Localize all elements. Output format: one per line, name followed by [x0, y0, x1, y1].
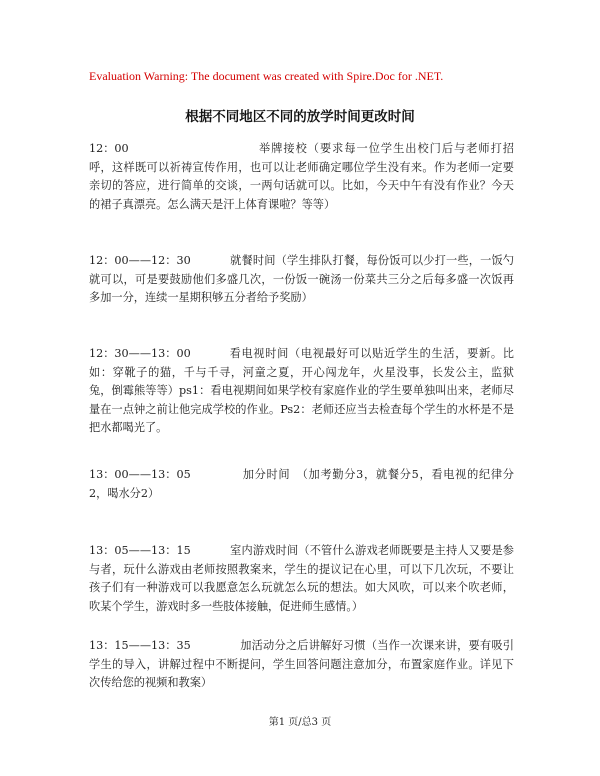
page-number: 第1 页/总3 页: [268, 717, 332, 728]
schedule-time: 12：30——13：00: [89, 347, 191, 360]
evaluation-warning: Evaluation Warning: The document was created with Spire.Doc for .NET.: [89, 69, 444, 83]
schedule-time: 13：05——13：15: [89, 544, 191, 557]
schedule-section: [89, 466, 514, 503]
schedule-description: 加分时间 （加考勤分3，就餐分5，看电视的纪律分2，喝水分2）: [89, 468, 514, 500]
schedule-section: [89, 345, 514, 438]
schedule-time: 13：00——13：05: [89, 468, 191, 481]
schedule-section: [89, 542, 514, 616]
schedule-description: 就餐时间（学生排队打餐，每份饭可以少打一些，一饭勺就可以，可是要鼓励他们多盛几次，一份饭一碗汤一份菜共三分之后每多盛一次饭再多加一分，连续一星期积够五分者给予奖励）: [89, 254, 514, 305]
schedule-time: 12：00——12：30: [89, 254, 191, 267]
schedule-section: [89, 252, 514, 308]
schedule-description: 举牌接校（要求每一位学生出校门后与老师打招呼，这样既可以祈祷宣传作用，也可以让老师确定哪位学生没有来。作为老师一定要亲切的答应，进行简单的交谈，一两句话就可以。比如，今天中午有没有作业？今天的裙子真漂亮。怎么满天是汗上体育课啦？等等）: [89, 142, 514, 211]
schedule-description: 看电视时间（电视最好可以贴近学生的生活，要新。比如：穿靴子的猫，千与千寻，河童之夏，开心闯龙年，火星没事，长发公主，监狱兔，倒霉熊等等）ps1：看电视期间如果学校有家庭作业的学生要单独叫出来，老师尽量在一点钟之前让他完成学校的作业。Ps2：老师还应当去检查每个学生的水杯是不是把水都喝光了。: [89, 347, 514, 435]
schedule-description: 加活动分之后讲解好习惯（当作一次课来讲，要有吸引学生的导入，讲解过程中不断提问，学生回答问题注意加分，布置家庭作业。详见下次传给您的视频和教案）: [89, 639, 514, 690]
schedule-time: 12：00: [89, 142, 129, 155]
schedule-description: 室内游戏时间（不管什么游戏老师既要是主持人又要是参与者，玩什么游戏由老师按照教案来，学生的提议记在心里，可以下几次玩，不要让孩子们有一种游戏可以我愿意怎么玩就怎么玩的想法。如大风吹，可以来个吹老师，吹某个学生，游戏时多一些肢体接触，促进师生感情。）: [89, 544, 514, 613]
schedule-section: [89, 140, 514, 214]
document-title: 根据不同地区不同的放学时间更改时间: [185, 109, 415, 125]
schedule-time: 13：15——13：35: [89, 639, 191, 652]
schedule-section: [89, 637, 514, 693]
